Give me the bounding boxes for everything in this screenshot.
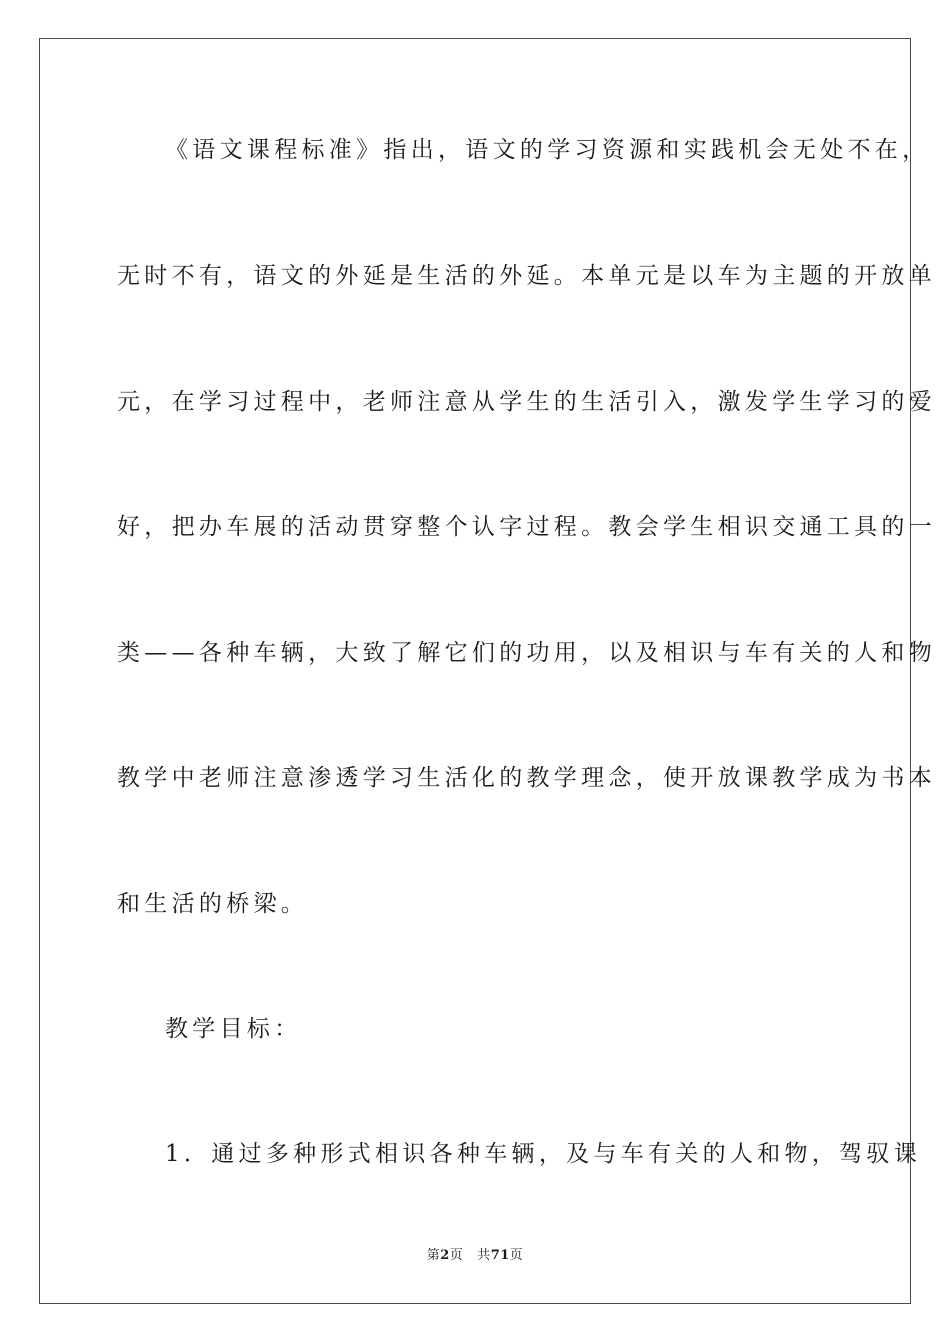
- goal-item-1: 1．通过多种形式相识各种车辆，及与车有关的人和物，驾驭课: [165, 1141, 922, 1167]
- paragraph-line-3: 元，在学习过程中，老师注意从学生的生活引入，激发学生学习的爱: [117, 389, 936, 415]
- paragraph-line-1: 《语文课程标准》指出，语文的学习资源和实践机会无处不在，: [165, 137, 930, 163]
- total-suffix: 页: [509, 1248, 524, 1263]
- total-pages: 71: [490, 1248, 510, 1263]
- total-prefix: 共: [477, 1248, 491, 1263]
- paragraph-line-7: 和生活的桥梁。: [117, 891, 309, 917]
- page-border: [39, 38, 936, 1304]
- paragraph-line-2: 无时不有，语文的外延是生活的外延。本单元是以车为主题的开放单: [117, 263, 936, 289]
- page-prefix: 第: [426, 1248, 441, 1263]
- page-footer: [0, 1248, 950, 1264]
- paragraph-line-5: 类——各种车辆，大致了解它们的功用，以及相识与车有关的人和物: [117, 640, 936, 666]
- page-number: 2: [440, 1248, 450, 1263]
- section-heading-teaching-goals: 教学目标：: [165, 1016, 302, 1042]
- paragraph-line-6: 教学中老师注意渗透学习生活化的教学理念，使开放课教学成为书本: [117, 765, 936, 791]
- paragraph-line-4: 好，把办车展的活动贯穿整个认字过程。教会学生相识交通工具的一: [117, 514, 936, 540]
- page-suffix: 页: [449, 1248, 464, 1263]
